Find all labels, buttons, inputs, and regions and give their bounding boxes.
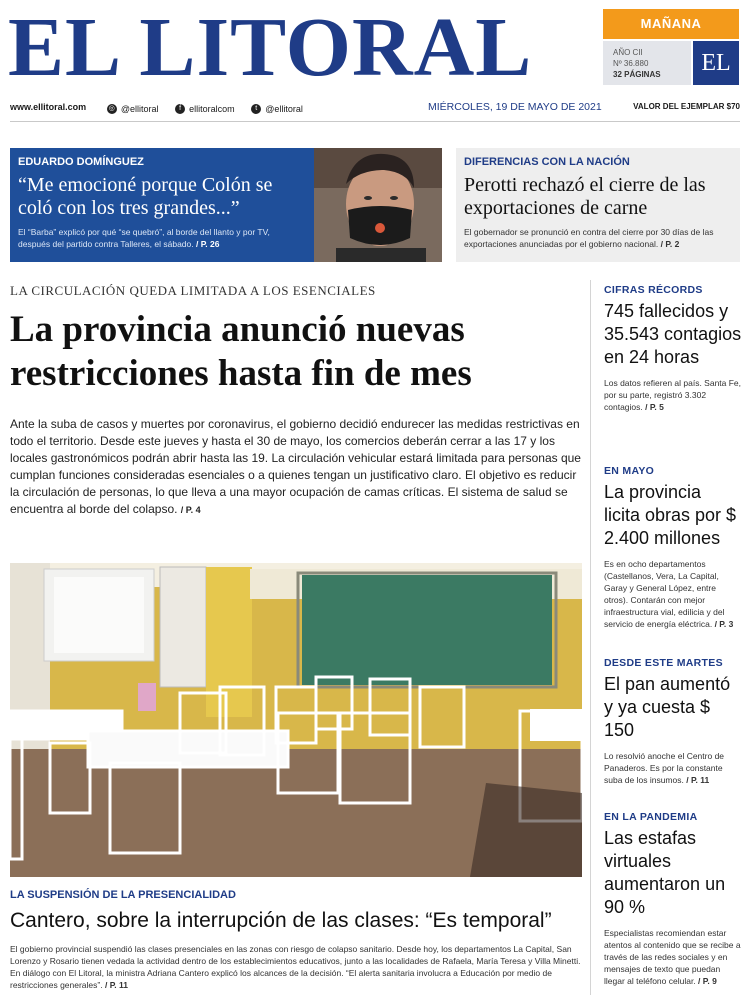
secondary-body [10, 943, 582, 991]
sidebar-body-text: Es en ocho departamentos (Castellanos, Vera, La Capital, Garay y General López, entre otros). Contarán con mejor infraestructura vial, edilicia y del servicio de energía eléctrica. [604, 559, 725, 629]
header-divider [10, 121, 740, 122]
promo-kicker: DIFERENCIAS CON LA NACIÓN [464, 156, 630, 168]
sidebar-page-ref: / P. 11 [686, 775, 710, 785]
brand-logo: EL [693, 41, 739, 85]
sidebar-kicker: CIFRAS RÉCORDS [604, 284, 703, 296]
promo-body-text: El “Barba” explicó por qué “se quebró”, al borde del llanto y por TV, después del partido contra Talleres, el sábado. [18, 227, 270, 249]
issue-date: MIÉRCOLES, 19 DE MAYO DE 2021 [428, 101, 602, 113]
sidebar-body-text: Los datos refieren al país. Santa Fe, por su parte, registró 3.302 contagios. [604, 378, 742, 412]
masthead-title: EL LITORAL [8, 1, 533, 94]
promo-portrait-photo [314, 148, 442, 262]
sidebar-headline: La provincia licita obras por $ 2.400 millones [604, 482, 737, 548]
classroom-image [10, 563, 582, 877]
sidebar-body-text: Especialistas recomiendan estar atentos al contenido que se recibe a través de las redes sociales y en mensajes de texto que puedan llegar al teléfono celular. [604, 928, 741, 986]
sidebar-page-ref: / P. 9 [698, 976, 717, 986]
instagram-link[interactable] [107, 99, 159, 119]
instagram-icon: ◎ [108, 105, 115, 112]
sidebar-story-pan[interactable] [604, 657, 742, 786]
sidebar-body [604, 558, 742, 630]
main-page-ref: / P. 4 [180, 505, 201, 515]
sidebar-body-text: Lo resolvió anoche el Centro de Panaderos. Es por la constante suba de los insumos. [604, 751, 725, 785]
promo-body [464, 226, 732, 250]
issue-number: Nº 36.880 [613, 59, 649, 68]
facebook-handle: ellitoralcom [189, 104, 235, 114]
portrait-image [314, 148, 442, 262]
main-lede [10, 416, 582, 519]
sidebar-headline: El pan aumentó y ya cuesta $ 150 [604, 674, 731, 740]
promo-headline: “Me emocioné porque Colón se coló con los tres grandes...” [18, 174, 273, 219]
issue-price: VALOR DEL EJEMPLAR $70 [633, 102, 740, 111]
promo-kicker: EDUARDO DOMÍNGUEZ [18, 156, 144, 168]
issue-info [603, 41, 691, 85]
secondary-kicker: LA SUSPENSIÓN DE LA PRESENCIALIDAD [10, 889, 236, 901]
promo-page-ref: / P. 2 [660, 239, 680, 249]
instagram-handle: @ellitoral [120, 104, 159, 114]
promo-body [18, 226, 276, 250]
sidebar-body [604, 927, 742, 987]
sidebar-headline: 745 fallecidos y 35.543 contagios en 24 horas [604, 301, 742, 367]
sidebar-body [604, 377, 742, 413]
issue-year: AÑO CII [613, 48, 643, 57]
promo-page-ref: / P. 26 [196, 239, 220, 249]
twitter-link[interactable] [251, 99, 303, 119]
promo-body-text: El gobernador se pronunció en contra del cierre por 30 días de las exportaciones anunciadas por el gobierno nacional. [464, 227, 714, 249]
sidebar-kicker: DESDE ESTE MARTES [604, 657, 723, 669]
sidebar-body [604, 750, 742, 786]
facebook-icon: f [175, 104, 185, 114]
edition-badge: MAÑANA [603, 9, 739, 39]
sidebar-divider [590, 280, 591, 995]
twitter-icon: t [251, 104, 261, 114]
promo-sports[interactable] [10, 148, 442, 262]
sidebar-story-estafas[interactable] [604, 811, 742, 987]
issue-pages: 32 PÁGINAS [613, 70, 661, 79]
sidebar-story-records[interactable] [604, 284, 742, 413]
promo-headline: Perotti rechazó el cierre de las exportaciones de carne [464, 174, 706, 219]
secondary-body-text: El gobierno provincial suspendió las clases presenciales en las zonas con riesgo de colapso sanitario. Desde hoy, los departamentos La Capital, San Lorenzo y Rosario tienen vedada la actividad dentro de los establecimientos educativos, junto a las localidades de Rafaela, María Teresa y Villa Minetti. En diálogo con El Litoral, la ministra Adriana Cantero explicó los alcances de la decisión. “El alerta sanitaria involucra a Educación por medio de restricciones generales”. [10, 944, 581, 990]
promo-politics[interactable] [456, 148, 740, 262]
sidebar-page-ref: / P. 3 [714, 619, 734, 629]
sidebar-kicker: EN MAYO [604, 465, 655, 477]
main-headline[interactable]: La provincia anunció nuevas restricciones hasta fin de mes [10, 309, 472, 394]
secondary-headline[interactable]: Cantero, sobre la interrupción de las clases: “Es temporal” [10, 909, 552, 932]
facebook-link[interactable] [175, 99, 235, 119]
sidebar-kicker: EN LA PANDEMIA [604, 811, 698, 823]
secondary-page-ref: / P. 11 [104, 980, 128, 990]
website-link[interactable]: www.ellitoral.com [10, 102, 87, 112]
sidebar-headline: Las estafas virtuales aumentaron un 90 % [604, 828, 726, 917]
main-overline: LA CIRCULACIÓN QUEDA LIMITADA A LOS ESENCIALES [10, 283, 376, 298]
sidebar-page-ref: / P. 5 [645, 402, 664, 412]
sidebar-story-obras[interactable] [604, 465, 742, 630]
twitter-handle: @ellitoral [265, 104, 303, 114]
classroom-photo [10, 563, 582, 877]
main-lede-text: Ante la suba de casos y muertes por coronavirus, el gobierno decidió endurecer las medidas restrictivas en todo el territorio. Desde este jueves y hasta el 30 de mayo, los comercios deberán cerrar a las 17 y los locales gastronómicos podrán abrir hasta las 19. La circulación vehicular estará limitada para personas que cumplan funciones consideradas esenciales o a quienes tengan un justificativo claro. El objetivo es reducir la circulación de personas, lo que lleva a una mayor ocupación de camas críticas. El sistema de salud se encuentra al borde del colapso. [10, 417, 581, 516]
